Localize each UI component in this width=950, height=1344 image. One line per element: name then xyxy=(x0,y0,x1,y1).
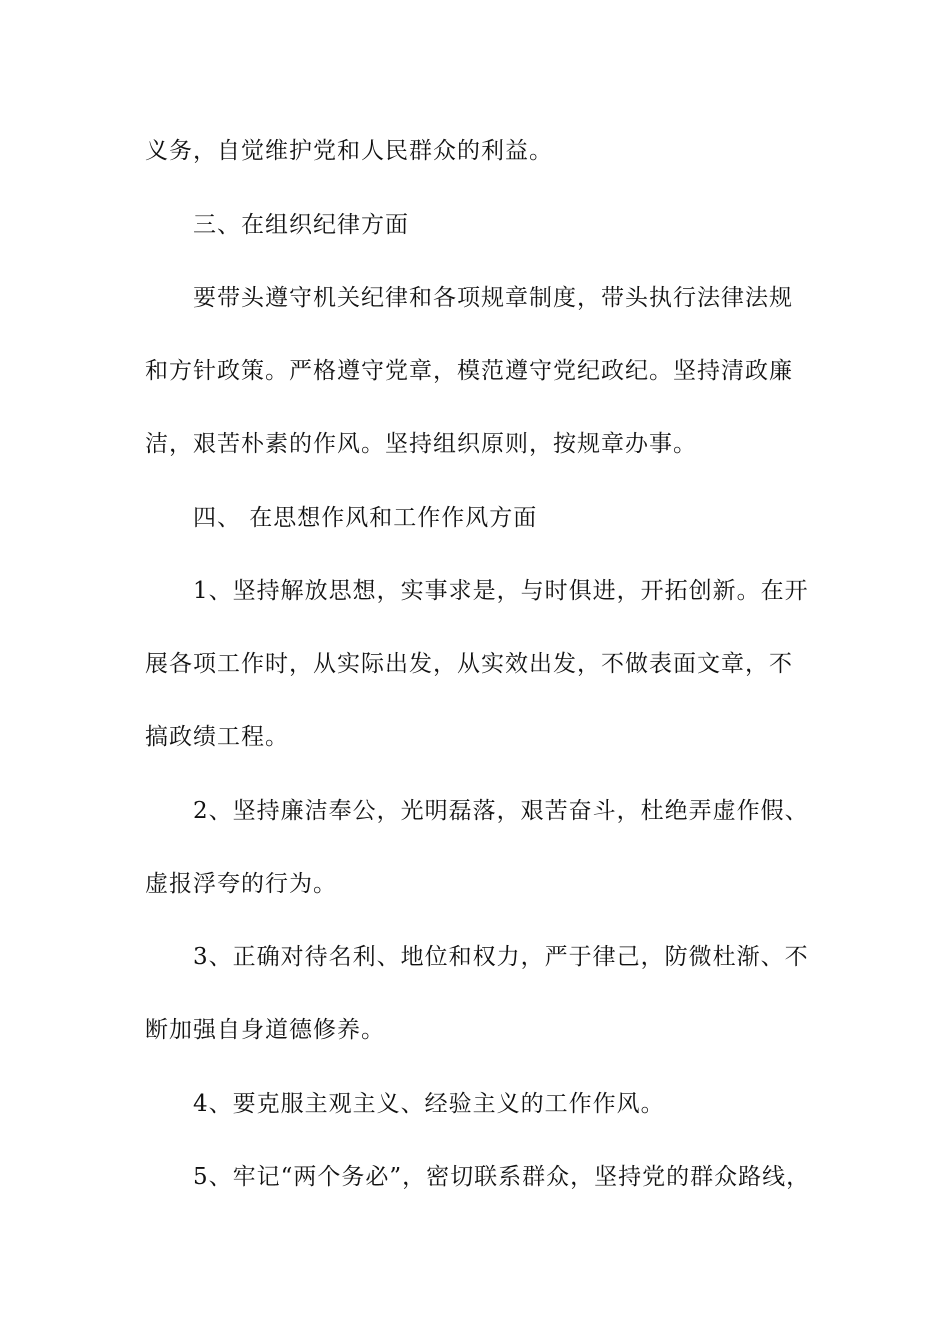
text-line-11: 虚报浮夸的行为。 xyxy=(145,871,337,897)
text-line-7: 1、坚持解放思想，实事求是，与时俱进，开拓创新。在开 xyxy=(193,578,809,604)
text-line-14: 4、要克服主观主义、经验主义的工作作风。 xyxy=(193,1091,665,1117)
text-line-1: 义务，自觉维护党和人民群众的利益。 xyxy=(145,138,553,164)
text-line-8: 展各项工作时，从实际出发，从实效出发，不做表面文章，不 xyxy=(145,651,793,677)
text-line-3: 要带头遵守机关纪律和各项规章制度，带头执行法律法规 xyxy=(193,285,793,311)
text-line-9: 搞政绩工程。 xyxy=(145,724,289,750)
text-line-10: 2、坚持廉洁奉公，光明磊落，艰苦奋斗，杜绝弄虚作假、 xyxy=(193,798,809,824)
text-line-13: 断加强自身道德修养。 xyxy=(145,1017,385,1043)
section-heading-3: 三、在组织纪律方面 xyxy=(193,212,409,238)
section-heading-4: 四、 在思想作风和工作作风方面 xyxy=(193,505,538,531)
text-line-15: 5、牢记“两个务必”，密切联系群众，坚持党的群众路线， xyxy=(193,1164,811,1190)
text-line-12: 3、正确对待名利、地位和权力，严于律己，防微杜渐、不 xyxy=(193,944,809,970)
text-line-5: 洁，艰苦朴素的作风。坚持组织原则，按规章办事。 xyxy=(145,431,697,457)
text-line-4: 和方针政策。严格遵守党章，模范遵守党纪政纪。坚持清政廉 xyxy=(145,358,793,384)
